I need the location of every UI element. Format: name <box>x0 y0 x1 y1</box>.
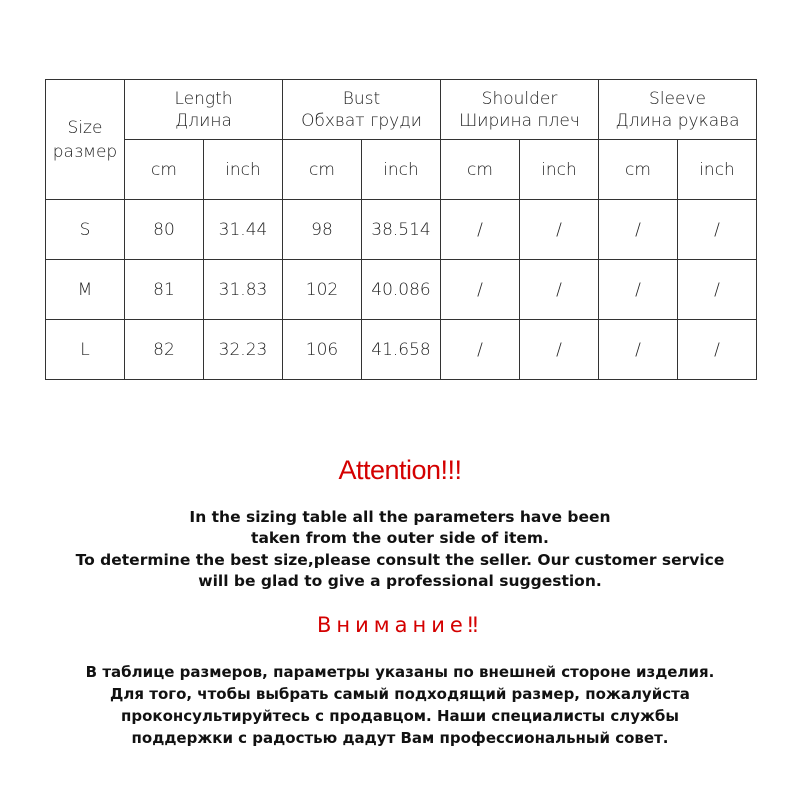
size-header <box>46 80 125 200</box>
sleeve-header <box>599 80 757 140</box>
table-cell: / <box>678 320 757 380</box>
size-cell: S <box>46 200 125 260</box>
attention-title-ru: Внимание‼ <box>317 613 483 637</box>
table-cell: / <box>520 320 599 380</box>
table-cell: / <box>678 260 757 320</box>
table-cell: / <box>441 260 520 320</box>
bust-header-ru: Обхват груди <box>301 110 422 131</box>
notice-paragraph-1 <box>0 507 800 549</box>
table-cell: 40.086 <box>362 260 441 320</box>
unit-cell: inch <box>678 140 757 200</box>
length-header <box>125 80 283 140</box>
size-header-en: Size <box>67 117 103 138</box>
shoulder-header-ru: Ширина плеч <box>459 110 580 131</box>
length-header-en: Length <box>174 88 233 109</box>
table-cell: 81 <box>125 260 204 320</box>
shoulder-header <box>441 80 599 140</box>
table-cell: / <box>599 200 678 260</box>
sleeve-header-en: Sleeve <box>649 88 706 109</box>
unit-cell: inch <box>204 140 283 200</box>
table-cell: / <box>599 320 678 380</box>
unit-cell: inch <box>520 140 599 200</box>
table-header-row <box>46 80 757 140</box>
table-cell: 31.44 <box>204 200 283 260</box>
table-cell: 106 <box>283 320 362 380</box>
table-cell: 31.83 <box>204 260 283 320</box>
shoulder-header-en: Shoulder <box>481 88 558 109</box>
table-cell: / <box>441 200 520 260</box>
table-cell: 80 <box>125 200 204 260</box>
table-cell: 41.658 <box>362 320 441 380</box>
table-cell: 32.23 <box>204 320 283 380</box>
notice-line: To determine the best size,please consult the seller. Our customer service <box>75 551 725 569</box>
sleeve-header-ru: Длина рукава <box>615 110 740 131</box>
notice-line: will be glad to give a professional suggestion. <box>198 572 602 590</box>
notice-paragraph-2 <box>0 550 800 592</box>
table-cell: 102 <box>283 260 362 320</box>
table-row <box>46 200 757 260</box>
table-row <box>46 260 757 320</box>
bust-header-en: Bust <box>342 88 381 109</box>
table-cell: / <box>520 200 599 260</box>
table-cell: 82 <box>125 320 204 380</box>
table-cell: / <box>678 200 757 260</box>
unit-cell: inch <box>362 140 441 200</box>
notice-line-ru: Для того, чтобы выбрать самый подходящий размер, пожалуйста <box>110 685 690 703</box>
bust-header <box>283 80 441 140</box>
unit-cell: cm <box>283 140 362 200</box>
size-cell: M <box>46 260 125 320</box>
table-cell: 98 <box>283 200 362 260</box>
unit-cell: cm <box>441 140 520 200</box>
table-cell: 38.514 <box>362 200 441 260</box>
notice-line: taken from the outer side of item. <box>251 529 549 547</box>
notice-line: In the sizing table all the parameters have been <box>189 508 611 526</box>
length-header-ru: Длина <box>175 110 232 131</box>
size-cell: L <box>46 320 125 380</box>
unit-header-row <box>46 140 757 200</box>
notice-line-ru: проконсультируйтесь с продавцом. Наши специалисты службы <box>121 707 679 725</box>
table-cell: / <box>520 260 599 320</box>
notice-line-ru: поддержки с радостью дадут Вам профессиональный совет. <box>131 729 669 747</box>
attention-title: Attention!!! <box>338 455 462 485</box>
size-header-ru: размер <box>52 141 118 162</box>
table-cell: / <box>599 260 678 320</box>
notice-line-ru: В таблице размеров, параметры указаны по внешней стороне изделия. <box>85 663 715 681</box>
table-row <box>46 320 757 380</box>
size-table <box>45 79 757 380</box>
notice-paragraph-ru <box>0 661 800 749</box>
unit-cell: cm <box>599 140 678 200</box>
unit-cell: cm <box>125 140 204 200</box>
table-cell: / <box>441 320 520 380</box>
